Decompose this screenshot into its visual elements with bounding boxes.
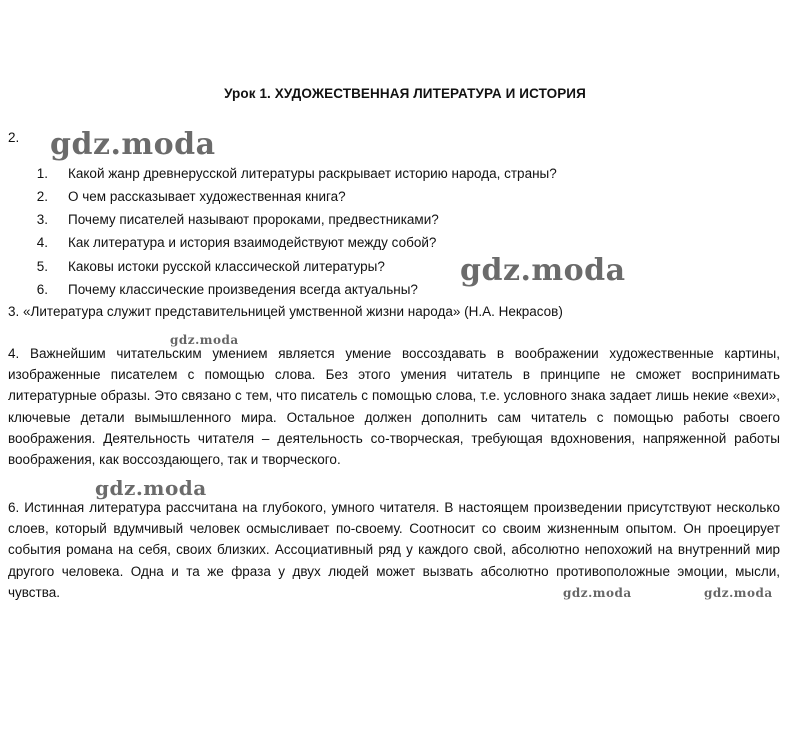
question-number: 2. bbox=[36, 189, 48, 204]
watermark-logo: gdz.moda bbox=[563, 586, 632, 600]
watermark-logo: gdz.moda bbox=[50, 127, 216, 162]
question-text: Как литература и история взаимодействуют между собой? bbox=[68, 235, 437, 250]
question-number: 3. bbox=[36, 212, 48, 227]
question-text: Какой жанр древнерусской литературы раскрывает историю народа, страны? bbox=[68, 166, 557, 181]
watermark-logo: gdz.moda bbox=[704, 586, 773, 600]
question-number: 4. bbox=[36, 235, 48, 250]
question-text: Каковы истоки русской классической литературы? bbox=[68, 259, 385, 274]
item-2-label: 2. bbox=[8, 130, 20, 145]
paragraph-4: 4. Важнейшим читательским умением является умение воссоздавать в воображении художественные картины, изображенные писателем с помощью слова. Без этого умения читатель в принципе не сможет воспринимать литературные образы. Это связано с тем, что писатель с помощью слова, т.е. условного знака задает лишь некие «вехи», ключевые детали вымышленного мира. Остальное должен дополнить сам читатель с помощью работы своего воображения. Деятельность читателя – деятельность со-творческая, требующая вдохновения, напряженной работы воображения, как воссоздающего, так и творческого. bbox=[8, 346, 780, 468]
question-text: О чем рассказывает художественная книга? bbox=[68, 189, 346, 204]
watermark-logo: gdz.moda bbox=[95, 476, 207, 500]
page-title: Урок 1. ХУДОЖЕСТВЕННАЯ ЛИТЕРАТУРА И ИСТОРИЯ bbox=[224, 86, 586, 101]
question-text: Почему писателей называют пророками, предвестниками? bbox=[68, 212, 439, 227]
question-number: 1. bbox=[36, 166, 48, 181]
question-number: 6. bbox=[36, 282, 48, 297]
question-text: Почему классические произведения всегда актуальны? bbox=[68, 282, 418, 297]
paragraph-3: 3. «Литература служит представительницей умственной жизни народа» (Н.А. Некрасов) bbox=[8, 304, 563, 319]
watermark-logo: gdz.moda bbox=[170, 333, 239, 347]
question-number: 5. bbox=[36, 259, 48, 274]
paragraph-6: 6. Истинная литература рассчитана на глубокого, умного читателя. В настоящем произведении присутствуют несколько слоев, который вдумчивый человек осмысливает по-своему. Соотносит со своим жизненным опытом. Он проецирует события романа на себя, своих близких. Ассоциативный ряд у каждого свой, абсолютно непохожий на внутренний мир другого человека. Одна и та же фраза у двух людей может вызвать абсолютно противоположные эмоции, мысли, чувства. bbox=[8, 500, 780, 600]
watermark-logo: gdz.moda bbox=[460, 253, 626, 288]
